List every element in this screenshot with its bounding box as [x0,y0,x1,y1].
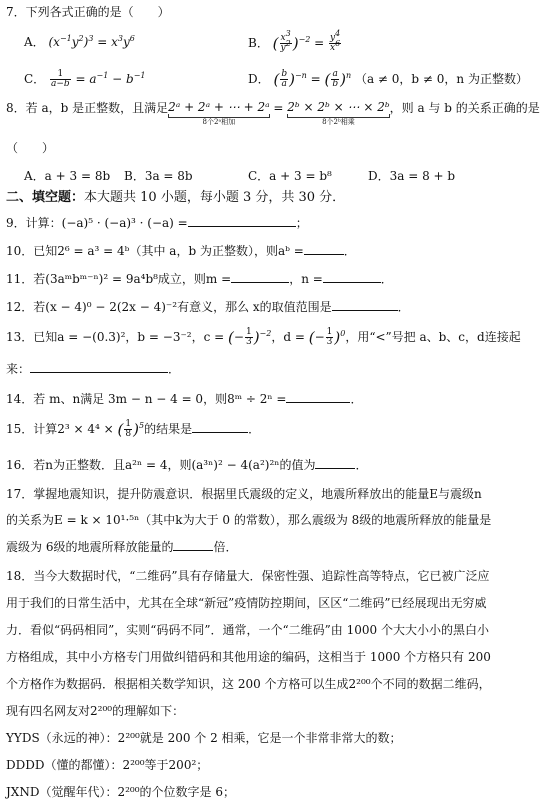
q7-option-b[interactable] [248,29,342,53]
q12-end: ． [397,300,410,314]
q8-left-expr: 2ᵃ + 2ᵃ + ⋯ + 2ᵃ [168,100,270,114]
q18-line4: 方格组成，其中小方格专门用做纠错码和其他用途的编码，这相当于 1000 个方格只有 200 [6,650,491,664]
q8-stem-a: 8．若 a，b 是正整数，且满足 [6,101,169,115]
q7-option-d[interactable] [248,70,528,89]
q10-end: ． [343,244,356,258]
q7-option-b-expr: ( $\frac{x^3}{y^2}$ )$^{-2}$ = $\frac{y^4}{x^6}$ [272,29,341,53]
q10-answer-blank[interactable] [304,242,344,255]
q13-answer-blank[interactable] [30,360,168,373]
q13-d: 来： [6,362,31,376]
q15 [6,420,489,439]
q8-paren: （ ） [6,141,55,155]
q9-answer-blank[interactable] [188,214,296,227]
q8-left-brace [168,100,269,127]
q16-end: ． [355,458,368,472]
q7-stem: 7．下列各式正确的是（ ） [6,5,170,19]
q15-end: ． [248,422,261,436]
q11-mid: ，n = [289,272,323,286]
q8-left-note: 8个2ᵃ相加 [202,118,236,126]
q13-a: 13．已知a = −(0.3)²，b = −3⁻²，c = [6,330,229,344]
q8-right-brace [287,100,389,127]
q13-c-expr: (− $\frac{1}{3}$ )$^{-2}$ [228,327,272,347]
q8-option-a[interactable]: A．a + 3 = 8b [24,169,111,183]
q12-answer-blank[interactable] [332,298,398,311]
q14-text: 14．若 m、n满足 3m − n − 4 = 0，则8ᵐ ÷ 2ⁿ = [6,392,287,406]
q9 [6,214,489,231]
section-2-desc: 本大题共 10 小题，每小题 3 分，共 30 分． [84,190,346,205]
q15-frac-expr: ( $\frac{1}{8}$ )$^5$ [117,419,145,439]
q8-stem-b: ，则 a 与 b 的关系正确的是 [389,101,540,115]
q7-option-a-label: A． [24,35,45,49]
q11-end: ． [380,272,393,286]
q7-option-d-condition: （a ≠ 0，b ≠ 0，n 为正整数） [354,72,528,86]
q13-c: ，用“<”号把 a、b、c，d连接起 [345,330,521,344]
q18-line3: 力．看似“码码相同”，实则“码码不同”．通常，一个“二维码”由 1000 个大大小小的黑白小 [6,623,489,637]
q11-answer-n-blank[interactable] [323,270,381,283]
q16-answer-blank[interactable] [315,456,355,469]
q17-answer-blank[interactable] [173,538,213,551]
q9-end: ； [295,216,308,230]
q11-answer-m-blank[interactable] [231,270,289,283]
q8-eq: = [269,101,288,115]
q8-right-expr: 2ᵇ × 2ᵇ × ⋯ × 2ᵇ [287,100,390,114]
q8-right-note: 8个2ᵇ相乘 [322,118,355,126]
q8-stem [6,100,540,127]
q15-b: 的结果是 [144,422,193,436]
q8-option-b[interactable]: B．3a = 8b [124,169,193,183]
q7-option-d-label: D． [248,72,270,86]
q10 [6,242,489,259]
q7-option-a-expr: $(x^{-1}y^2)^3 = x^3y^6$ [48,34,135,49]
q11-text: 11．若(3aᵐbᵐ⁻ⁿ)² = 9a⁴b⁸成立，则m = [6,272,232,286]
q13-end: ． [168,362,181,376]
q18-line7: YYDS（永远的神）：2²⁰⁰就是 200 个 2 相乘，它是一个非常非常大的数； [6,731,402,745]
q18-line2: 用于我们的日常生活中，尤其在全球“新冠”疫情防控期间，区区“二维码”已经展现出无穷威 [6,596,487,610]
q8-option-d[interactable]: D．3a = 8 + b [368,169,456,183]
q7-option-b-label: B． [248,36,269,50]
q18-line5: 个方格作为数据码．根据相关数学知识，这 200 个方格可以生成2²⁰⁰个不同的数据二维码， [6,677,491,691]
q13-b: ，d = [271,330,309,344]
q12-text: 12．若(x − 4)⁰ − 2(2x − 4)⁻²有意义，那么 x的取值范围是 [6,300,332,314]
section-2-title: 二、填空题： [6,190,85,205]
q10-text: 10．已知2⁶ = a³ = 4ᵇ（其中 a，b 为正整数），则aᵇ = [6,244,304,258]
q17-line2: 的关系为E = k × 10¹·⁵ⁿ（其中k为大于 0 的常数），那么震级为 8级的地震所释放的能量是 [6,513,492,527]
q7-option-c[interactable] [24,70,146,89]
q7-option-a[interactable] [24,34,135,50]
q11 [6,270,489,287]
q13-line2 [6,360,489,377]
q7-option-d-expr: ( $\frac{b}{a}$ )$^{-n}$ = ( $\frac{a}{b}$ )$^n$ [273,69,352,89]
q17-line3-text: 震级为 6级的地震所释放能量的 [6,540,174,554]
q17-line1: 17．掌握地震知识，提升防震意识．根据里氏震级的定义，地震所释放出的能量E与震级n [6,487,482,501]
q18-line1: 18．当今大数据时代，“二维码”具有存储量大．保密性强、追踪性高等特点，它已被广泛应 [6,569,490,583]
q7-option-c-label: C． [24,72,46,86]
q9-text: 9．计算：(−a)⁵ · (−a)³ · (−a) = [6,216,188,230]
q12 [6,298,489,315]
q18-line9: JXND（觉醒年代）：2²⁰⁰的个位数字是 6； [6,785,235,799]
q17-line3-end: 倍． [213,540,238,554]
q16-text: 16．若n为正整数．且a²ⁿ = 4，则(a³ⁿ)² − 4(a²)²ⁿ的值为 [6,458,316,472]
q13-d-expr: (− $\frac{1}{3}$ )$^0$ [308,327,346,347]
q15-answer-blank[interactable] [192,420,248,433]
q8-option-c[interactable]: C．a + 3 = b⁸ [248,169,332,183]
q14-end: ． [350,392,363,406]
section-2-heading [6,190,489,206]
q13-line1 [6,327,521,347]
q7-option-c-expr: $\frac{1}{a-b}$ = $a^{-1} - b^{-1}$ [51,69,146,89]
q14-answer-blank[interactable] [286,390,350,403]
q16 [6,456,489,473]
q18-line8: DDDD（懂的都懂）：2²⁰⁰等于200²； [6,758,209,772]
q15-a: 15．计算2³ × 4⁴ × [6,422,118,436]
q14 [6,390,489,407]
q18-line6: 现有四名网友对2²⁰⁰的理解如下： [6,704,185,718]
q17-line3 [6,538,489,555]
